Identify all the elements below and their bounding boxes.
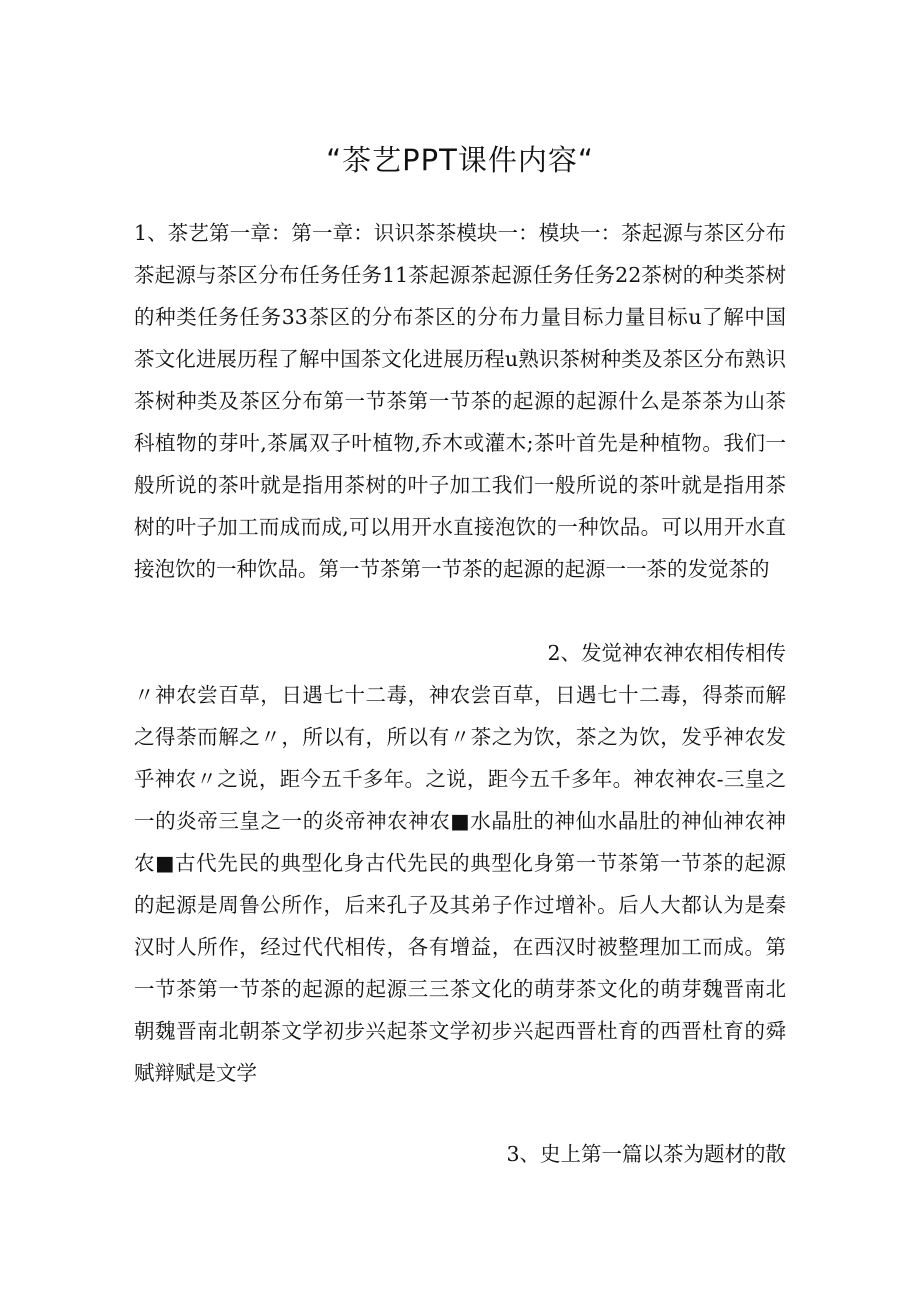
paragraph-1: 1、茶艺第一章：第一章：识识茶茶模块一：模块一：茶起源与茶区分布茶起源与茶区分布任务任务11茶起源茶起源任务任务22茶树的种类茶树的种类任务任务33茶区的分布茶区的分布力量目标力量目标u了解中国茶文化进展历程了解中国茶文化进展历程u熟识茶树种类及茶区分布熟识茶树种类及茶区分布第一节茶第一节茶的起源的起源什么是茶茶为山茶科植物的芽叶,茶属双子叶植物,乔木或灌木;茶叶首先是种植物。我们一般所说的茶叶就是指用茶树的叶子加工我们一般所说的茶叶就是指用茶树的叶子加工而成而成,可以用开水直接泡饮的一种饮品。可以用开水直接泡饮的一种饮品。第一节茶第一节茶的起源的起源一一茶的发觉茶的 bbox=[134, 221, 786, 581]
paragraph-2: 〃神农尝百草，日遇七十二毒，神农尝百草，日遇七十二毒，得荼而解之得荼而解之〃，所以有，所以有〃茶之为饮，茶之为饮，发乎神农发乎神农〃之说，距今五千多年。之说，距今五千多年。神农神农-三皇之一的炎帝三皇之一的炎帝神农神农■水晶肚的神仙水晶肚的神仙神农神农■古代先民的典型化身古代先民的典型化身第一节茶第一节茶的起源的起源是周鲁公所作，后来孔子及其弟子作过增补。后人大都认为是秦汉时人所作，经过代代相传，各有增益，在西汉时被整理加工而成。第一节茶第一节茶的起源的起源三三茶文化的萌芽茶文化的萌芽魏晋南北朝魏晋南北朝茶文学初步兴起茶文学初步兴起西晋杜育的西晋杜育的舜赋辩赋是文学 bbox=[134, 683, 786, 1085]
section-heading-2: 2、发觉神农神农相传相传 bbox=[547, 641, 786, 665]
section-heading-3: 3、史上第一篇以茶为题材的散 bbox=[506, 1142, 786, 1166]
document-title: “茶艺PPT课件内容“ bbox=[326, 143, 594, 177]
